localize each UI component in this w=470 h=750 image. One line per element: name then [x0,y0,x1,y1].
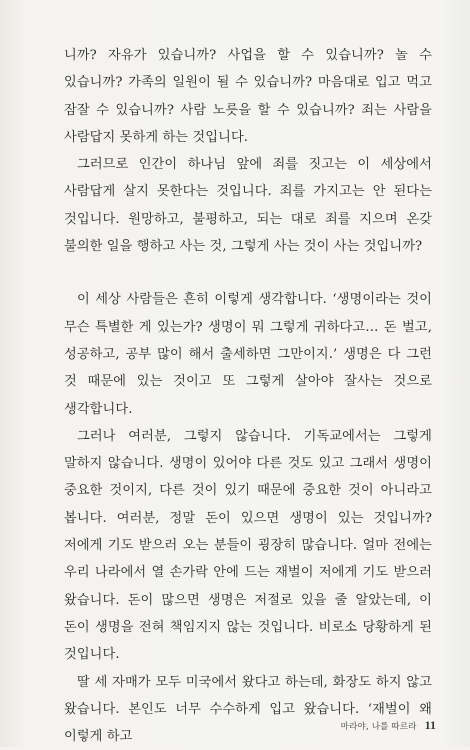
running-title: 마라야, 나를 따르라 [340,722,417,732]
paragraph: 그러므로 인간이 하나님 앞에 죄를 짓고는 이 세상에서 사람답게 살지 못한다는 것입니다. 죄를 가지고는 안 된다는 것입니다. 원망하고, 불평하고, 되는 대로 죄를 지으며 온갖 불의한 일을 행하고 사는 것, 그렇게 사는 것이 사는 것입니까? [64,157,432,255]
section-break [64,260,432,286]
paragraph: 그러나 여러분, 그렇지 않습니다. 기독교에서는 그렇게 말하지 않습니다. 생명이 있어야 다른 것도 있고 그래서 생명이 중요한 것이지, 다른 것이 있기 때문에 중요한 것이 아니라고 봅니다. 여러분, 정말 돈이 있으면 생명이 있는 것입니까? 저에게 기도 받으러 오는 분들이 굉장히 많습니다. 얼마 전에는 우리 나라에서 열 손가락 안에 드는 재벌이 저에게 기도 받으러 왔습니다. 돈이 많으면 생명은 저절로 있을 줄 알았는데, 이 돈이 생명을 전혀 책임지지 않는 것입니다. 비로소 당황하게 된 것입니다. [64,428,432,663]
paragraph: 딸 세 자매가 모두 미국에서 왔다고 하는데, 화장도 하지 않고 왔습니다. 본인도 너무 수수하게 입고 왔습니다. ‘재벌이 왜 이렇게 하고 [64,674,432,745]
page-number: 11 [424,718,436,732]
paragraph: 니까? 자유가 있습니까? 사업을 할 수 있습니까? 놀 수 있습니까? 가족의 일원이 될 수 있습니까? 마음대로 입고 먹고 잠잘 수 있습니까? 사람 노릇을 할 수 있습니까? 죄는 사람을 사람답지 못하게 하는 것입니다. [64,48,432,145]
paragraph: 이 세상 사람들은 흔히 이렇게 생각합니다. ‘생명이라는 것이 무슨 특별한 게 있는가? 생명이 뭐 그렇게 귀하다고… 돈 벌고, 성공하고, 공부 많이 해서 출세하면 그만이지.’ 생명은 다 그런 것 때문에 있는 것이고 또 그렇게 살아야 잘사는 것으로 생각합니다. [64,292,432,417]
page-footer [341,718,436,733]
body-text [64,42,432,750]
